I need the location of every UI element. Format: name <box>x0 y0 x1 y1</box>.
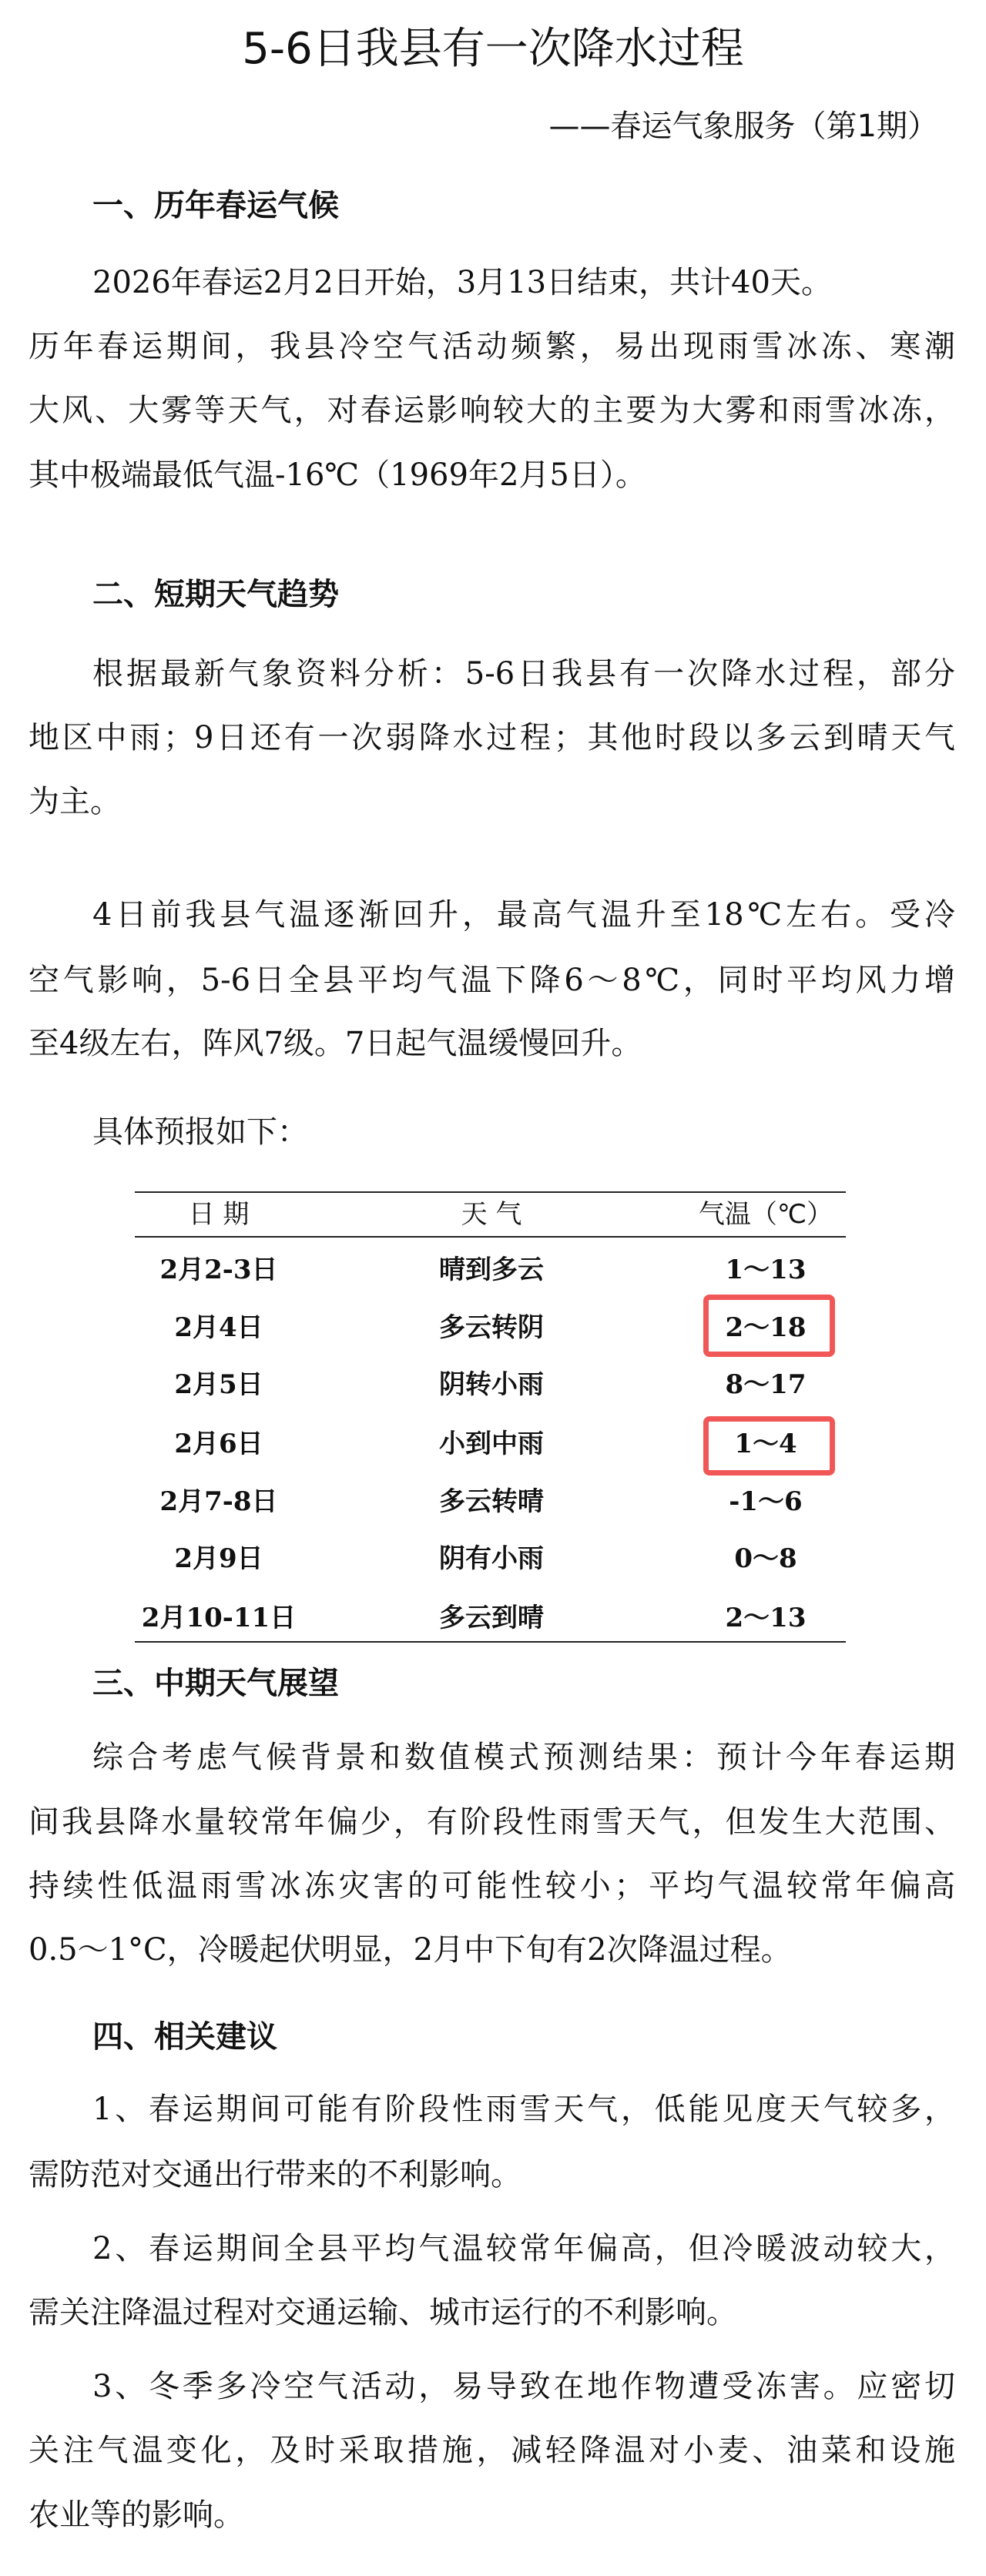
section-heading-1: 一、历年春运气候 <box>92 188 339 223</box>
paragraph-line: 0.5～1°C，冷暖起伏明显，2月中下旬有2次降温过程。 <box>29 1932 792 1968</box>
cell-date: 2月10-11日 <box>141 1603 297 1633</box>
paragraph-line: 空气影响，5-6日全县平均气温下降6～8℃，同时平均风力增 <box>29 963 955 998</box>
paragraph-line: 2、春运期间全县平均气温较常年偏高，但冷暖波动较大， <box>92 2231 955 2266</box>
section-heading-4: 四、相关建议 <box>92 2019 277 2055</box>
paragraph-line: 为主。 <box>29 784 121 819</box>
cell-temperature: 2～18 <box>725 1312 807 1343</box>
table-header-rule <box>135 1236 846 1238</box>
section-heading-3: 三、中期天气展望 <box>92 1666 339 1701</box>
paragraph-line: 历年春运期间，我县冷空气活动频繁，易出现雨雪冰冻、寒潮 <box>29 329 955 364</box>
column-header-date: 日 期 <box>188 1199 250 1230</box>
document-title: 5-6日我县有一次降水过程 <box>242 24 744 74</box>
cell-temperature: 8～17 <box>725 1369 807 1400</box>
cell-weather: 阴转小雨 <box>439 1369 544 1400</box>
cell-weather: 阴有小雨 <box>439 1543 544 1574</box>
column-header-weather: 天 气 <box>461 1199 522 1230</box>
paragraph-line: 间我县降水量较常年偏少，有阶段性雨雪天气，但发生大范围、 <box>29 1804 955 1840</box>
paragraph-line: 需防范对交通出行带来的不利影响。 <box>29 2157 522 2192</box>
cell-temperature: 1～13 <box>725 1255 807 1285</box>
column-header-temperature: 气温（℃） <box>698 1199 833 1230</box>
paragraph-line: 需关注降温过程对交通运输、城市运行的不利影响。 <box>29 2295 737 2330</box>
paragraph-line: 地区中雨；9日还有一次弱降水过程；其他时段以多云到晴天气 <box>29 720 955 755</box>
forecast-table <box>135 1191 846 1643</box>
cell-weather: 小到中雨 <box>439 1429 544 1459</box>
paragraph-line: 农业等的影响。 <box>29 2497 244 2533</box>
cell-date: 2月5日 <box>174 1369 263 1400</box>
paragraph-line: 持续性低温雨雪冰冻灾害的可能性较小；平均气温较常年偏高 <box>29 1868 955 1904</box>
paragraph-line: 综合考虑气候背景和数值模式预测结果：预计今年春运期 <box>92 1740 955 1775</box>
table-bottom-rule <box>135 1641 846 1643</box>
cell-temperature: 0～8 <box>734 1543 797 1574</box>
paragraph-line: 大风、大雾等天气，对春运影响较大的主要为大雾和雨雪冰冻， <box>29 393 955 428</box>
cell-weather: 多云转晴 <box>439 1486 544 1517</box>
paragraph-line: 关注气温变化，及时采取措施，减轻降温对小麦、油菜和设施 <box>29 2433 955 2468</box>
cell-date: 2月2-3日 <box>159 1255 278 1285</box>
paragraph-line: 根据最新气象资料分析：5-6日我县有一次降水过程，部分 <box>92 656 955 692</box>
cell-temperature: -1～6 <box>729 1486 803 1517</box>
cell-date: 2月9日 <box>174 1543 263 1574</box>
cell-weather: 晴到多云 <box>439 1255 544 1285</box>
cell-weather: 多云转阴 <box>439 1312 544 1343</box>
paragraph-line: 2026年春运2月2日开始，3月13日结束，共计40天。 <box>92 265 832 300</box>
paragraph-line: 具体预报如下： <box>92 1114 308 1150</box>
paragraph-line: 1、春运期间可能有阶段性雨雪天气，低能见度天气较多， <box>92 2092 955 2127</box>
cell-temperature: 1～4 <box>734 1429 797 1459</box>
paragraph-line: 3、冬季多冷空气活动，易导致在地作物遭受冻害。应密切 <box>92 2369 955 2404</box>
document-subtitle: ——春运气象服务（第1期） <box>548 109 938 144</box>
paragraph-line: 4日前我县气温逐渐回升，最高气温升至18℃左右。受冷 <box>92 897 955 933</box>
section-heading-2: 二、短期天气趋势 <box>92 577 339 612</box>
cell-weather: 多云到晴 <box>439 1603 544 1633</box>
cell-temperature: 2～13 <box>725 1603 807 1633</box>
table-top-rule <box>135 1191 846 1193</box>
paragraph-line: 至4级左右，阵风7级。7日起气温缓慢回升。 <box>29 1026 642 1061</box>
paragraph-line: 其中极端最低气温-16℃（1969年2月5日）。 <box>29 457 646 493</box>
cell-date: 2月4日 <box>174 1312 263 1343</box>
cell-date: 2月6日 <box>174 1429 263 1459</box>
cell-date: 2月7-8日 <box>159 1486 278 1517</box>
